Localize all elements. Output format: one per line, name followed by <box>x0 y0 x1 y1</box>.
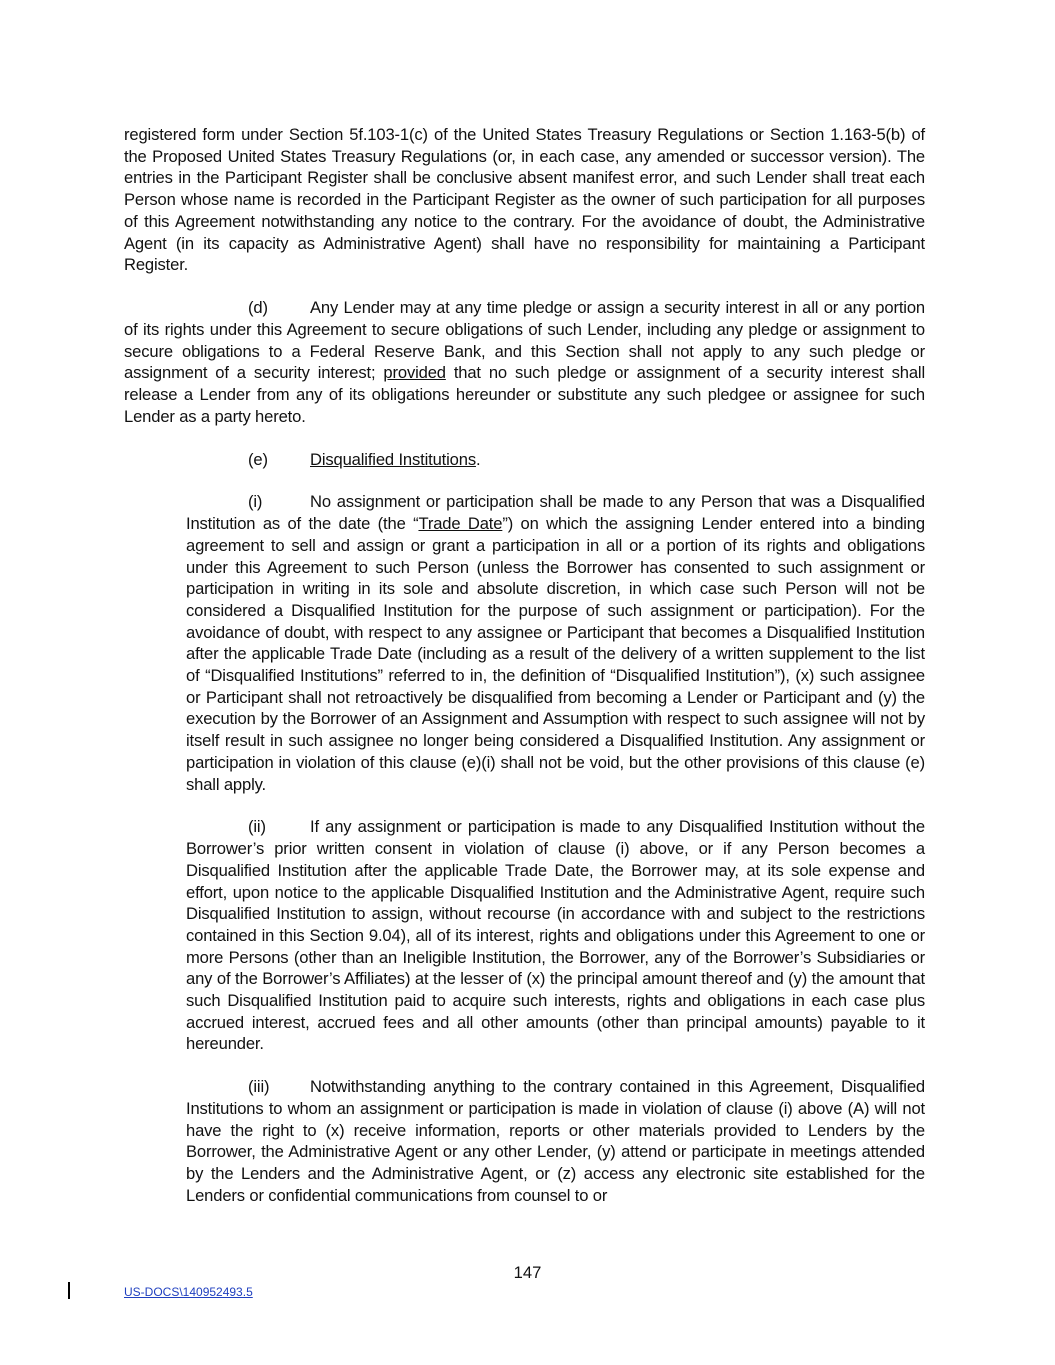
clause-e-i-text-after: ”) on which the assigning Lender entered into a binding agreement to sell and assign or grant a participation in all or a portion of its rights and obligations under this Agreement to such Person (unless the Borrower has consented to such assignment or participation in writing in its sole and absolute discretion, in which case such Person will not be considered a Disqualified Institution for the purpose of such assignment or participation). For the avoidance of doubt, with respect to any assignee or Participant that becomes a Disqualified Institution after the applicable Trade Date (including as a result of the delivery of a written supplement to the list of “Disqualified Institutions” referred to in, the definition of “Disqualified Institution”), (x) such assignee or Participant shall not retroactively be disqualified from becoming a Lender or Participant and (y) the execution by the Borrower of an Assignment and Assumption with respect to such assignee will not by itself result in such assignee no longer being considered a Disqualified Institution. Any assignment or participation in violation of this clause (e)(i) shall not be void, but the other provisions of this clause (e) shall apply. <box>186 514 925 794</box>
clause-e-ii-text: If any assignment or participation is made to any Disqualified Institution without the Borrower’s prior written consent in violation of clause (i) above, or if any Person becomes a Disqualified Institution after the applicable Trade Date, the Borrower may, at its sole expense and effort, upon notice to the applicable Disqualified Institution and the Administrative Agent, require such Disqualified Institution to assign, without recourse (in accordance with and subject to the restrictions contained in this Section 9.04), all of its interest, rights and obligations under this Agreement to one or more Persons (other than an Ineligible Institution, the Borrower, any of the Borrower’s Subsidiaries or any of the Borrower’s Affiliates) at the lesser of (x) the principal amount thereof and (y) the amount that such Disqualified Institution paid to acquire such interests, rights and obligations in each case plus accrued interest, accrued fees and all other amounts (other than principal amounts) payable to it hereunder. <box>186 817 925 1054</box>
clause-label-d: (d) <box>248 298 268 318</box>
revision-change-bar <box>68 1282 70 1299</box>
clause-label-e-iii: (iii) <box>248 1077 270 1097</box>
clause-e-iii-text: Notwithstanding anything to the contrary contained in this Agreement, Disqualified Institutions to whom an assignment or participation is made in violation of clause (i) above (A) will not have the right to (x) receive information, reports or other materials provided to Lenders by the Borrower, the Administrative Agent or any other Lender, (y) attend or participate in meetings attended by the Lenders and the Administrative Agent, or (z) access any electronic site established for the Lenders or confidential communications from counsel to or <box>186 1077 925 1205</box>
clause-e-heading-suffix: . <box>475 449 481 469</box>
clause-label-e-i: (i) <box>248 492 263 512</box>
paragraph-e-heading <box>124 449 925 471</box>
document-body <box>124 124 925 1228</box>
clause-e-heading: Disqualified Institutions <box>310 449 476 469</box>
document-id-link[interactable]: US-DOCS\140952493.5 <box>124 1285 253 1299</box>
paragraph-e-i <box>186 491 925 795</box>
clause-d-text-before: Any Lender may at any time pledge or assign a security interest in all or any portion of its rights under this Agreement to secure obligations of such Lender, including any pledge or assignment to secure obligations to a Federal Reserve Bank, and this Section shall not apply to any such pledge or assignment of a security interest; <box>124 298 925 383</box>
paragraph-participant-register: registered form under Section 5f.103-1(c) of the United States Treasury Regulations or Section 1.163-5(b) of the Proposed United States Treasury Regulations (or, in each case, any amended or successor version). The entries in the Participant Register shall be conclusive absent manifest error, and such Lender shall treat each Person whose name is recorded in the Participant Register as the owner of such participation for all purposes of this Agreement notwithstanding any notice to the contrary. For the avoidance of doubt, the Administrative Agent (in its capacity as Administrative Agent) shall have no responsibility for maintaining a Participant Register. <box>124 125 925 275</box>
clause-label-e-ii: (ii) <box>248 817 266 837</box>
paragraph-e-ii <box>186 816 925 1055</box>
clause-d-provided-term: provided <box>383 363 446 383</box>
paragraph-d-pledge <box>124 297 925 427</box>
trade-date-term: Trade Date <box>418 514 503 534</box>
clause-e-i-text-before: No assignment or participation shall be made to any Person that was a Disqualified Institution as of the date (the “ <box>186 492 925 534</box>
paragraph-e-iii <box>186 1076 925 1206</box>
clause-d-text-after: that no such pledge or assignment of a security interest shall release a Lender from any of its obligations hereunder or substitute any such pledgee or assignee for such Lender as a party hereto. <box>124 363 925 426</box>
clause-label-e: (e) <box>248 449 268 469</box>
page-number: 147 <box>513 1263 542 1282</box>
